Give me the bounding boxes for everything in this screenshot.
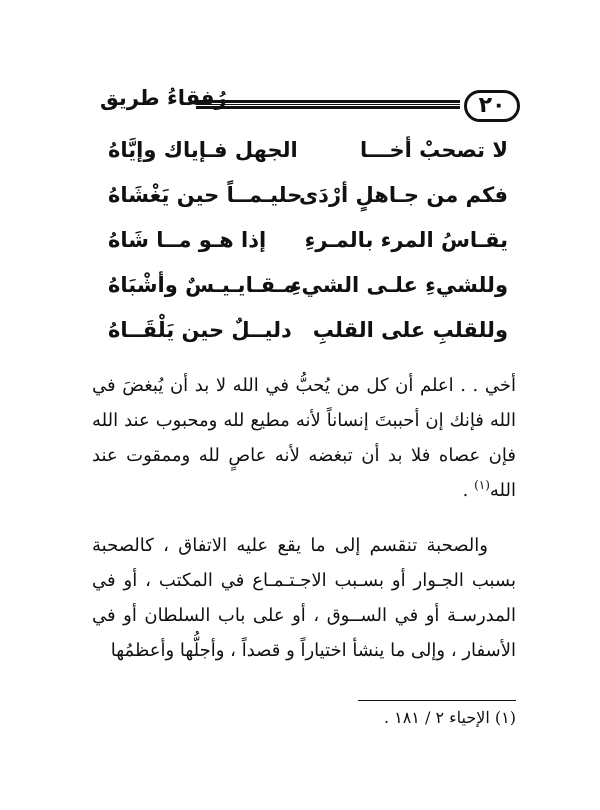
footnote-reference: (١): [474, 478, 490, 492]
verse-first-hemistich: وللشيءِ علـى الشيءِ: [290, 273, 508, 297]
paragraph-end: .: [462, 480, 475, 501]
verse-second-hemistich: مـقـايـيـسٌ وأشْبَاهُ: [108, 273, 296, 297]
verse-second-hemistich: حليـمــاً حين يَغْشَاهُ: [108, 183, 303, 207]
verse-second-hemistich: دليــلٌ حين يَلْقَــاهُ: [108, 318, 292, 342]
paragraph-body: [92, 368, 516, 508]
book-title: رُفقاءُ طريق: [100, 86, 227, 110]
footnote: (١) الإحياء ٢ / ١٨١ .: [383, 708, 516, 727]
poem-verse: [108, 138, 508, 183]
header-rule: [196, 100, 460, 109]
verse-second-hemistich: الجهل فـإياك وإيَّاهُ: [108, 138, 298, 162]
paragraph-love-hate-for-allah: [92, 368, 516, 508]
paragraph-companionship: [92, 528, 516, 668]
page-header: [100, 88, 520, 122]
poem-verse: [108, 228, 508, 273]
poem-verse: [108, 273, 508, 318]
verse-first-hemistich: يقـاسُ المرء بالمـرءِ: [304, 228, 508, 252]
page-number: ٢٠: [464, 90, 520, 122]
verse-first-hemistich: وللقلبِ على القلبِ: [312, 318, 508, 342]
verse-first-hemistich: فكم من جـاهلٍ أرْدَى: [298, 183, 508, 207]
paragraph-text: أخي . . اعلم أن كل من يُحبُّ في الله لا بد أن يُبغضَ في الله فإنك إن أحببتَ إنساناً لأنه مطيع لله ومحبوب عند الله فإن عصاه فلا بد أن تبغضه لأنه عاصٍ لله وممقوت عند الله: [92, 375, 516, 501]
paragraph-text: والصحبة تنقسم إلى ما يقع عليه الاتفاق ، كالصحبة بسبب الجـوار أو بسـبب الاجـتـمـاع في المكتب ، أو في المدرسـة أو في الســوق ، أو على باب السلطان أو في الأسفار ، وإلى ما ينشأ اختياراً و قصداً ، وأجلُّها وأعظمُها: [92, 535, 516, 661]
verse-first-hemistich: لا تصحبْ أخـــا: [360, 138, 508, 162]
poem: [108, 138, 508, 363]
poem-verse: [108, 183, 508, 228]
footnote-divider: [358, 700, 516, 701]
verse-second-hemistich: إذا هـو مــا شَاهُ: [108, 228, 267, 252]
poem-verse: [108, 318, 508, 363]
